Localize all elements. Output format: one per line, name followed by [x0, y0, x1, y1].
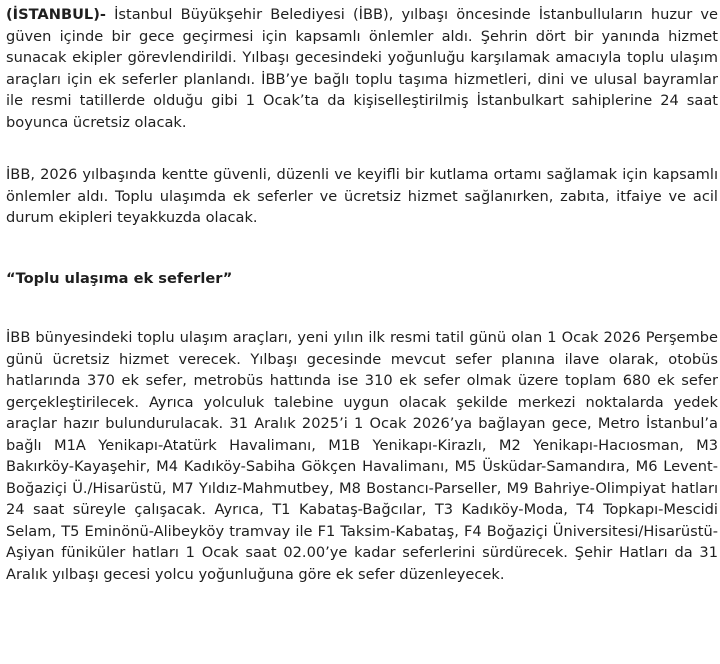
paragraph-measures: İBB, 2026 yılbaşında kentte güvenli, düzenli ve keyifli bir kutlama ortamı sağlamak için kapsamlı önlemler aldı. Toplu ulaşımda ek seferler ve ücretsiz hizmet sağlanırken, zabıta, itfaiye ve acil durum ekipleri teyakkuzda olacak. [6, 166, 718, 226]
paragraph-intro-text: İstanbul Büyükşehir Belediyesi (İBB), yılbaşı öncesinde İstanbulluların huzur ve güven içinde bir gece geçirmesi için kapsamlı önlemler aldı. Şehrin dört bir yanında hizmet sunacak ekipler görevlendirildi. Yılbaşı gecesindeki yoğunluğu karşılamak amacıyla toplu ulaşım araçları için ek seferler planlandı. İBB’ye bağlı toplu taşıma hizmetleri, dini ve ulusal bayramlar ile resmi tatillerde olduğu gibi 1 Ocak’ta da kişiselleştirilmiş İstanbulkart sahiplerine 24 saat boyunca ücretsiz olacak. [6, 6, 718, 131]
section-subheading: “Toplu ulaşıma ek seferler” [6, 269, 233, 287]
paragraph-transport: İBB bünyesindeki toplu ulaşım araçları, yeni yılın ilk resmi tatil günü olan 1 Ocak 2026 Perşembe günü ücretsiz hizmet verecek. Yılbaşı gecesinde mevcut sefer planına ilave olarak, otobüs hatlarında 370 ek sefer, metrobüs hattında ise 310 ek sefer olmak üzere toplam 680 ek sefer gerçekleştirilecek. Ayrıca yolculuk talebine uygun olacak şekilde merkezi noktalarda yedek araçlar hazır bulundurulacak. 31 Aralık 2025’i 1 Ocak 2026’ya bağlayan gece, Metro İstanbul’a bağlı M1A Yenikapı-Atatürk Havalimanı, M1B Yenikapı-Kirazlı, M2 Yenikapı-Hacıosman, M3 Bakırköy-Kayaşehir, M4 Kadıköy-Sabiha Gökçen Havalimanı, M5 Üsküdar-Samandıra, M6 Levent-Boğaziçi Ü./Hisarüstü, M7 Yıldız-Mahmutbey, M8 Bostancı-Parseller, M9 Bahriye-Olimpiyat hatları 24 saat süreyle çalışacak. Ayrıca, T1 Kabataş-Bağcılar, T3 Kadıköy-Moda, T4 Topkapı-Mescidi Selam, T5 Eminönü-Alibeyköy tramvay ile F1 Taksim-Kabataş, F4 Boğaziçi Üniversitesi/Hisarüstü-Aşiyan füniküler hatları 1 Ocak saat 02.00’ye kadar seferlerini sürdürecek. Şehir Hatları da 31 Aralık yılbaşı gecesi yolcu yoğunluğuna göre ek sefer düzenleyecek. [6, 329, 718, 583]
article-body [0, 4, 720, 585]
location-tag: (İSTANBUL)- [6, 6, 106, 23]
paragraph-intro [6, 4, 718, 133]
